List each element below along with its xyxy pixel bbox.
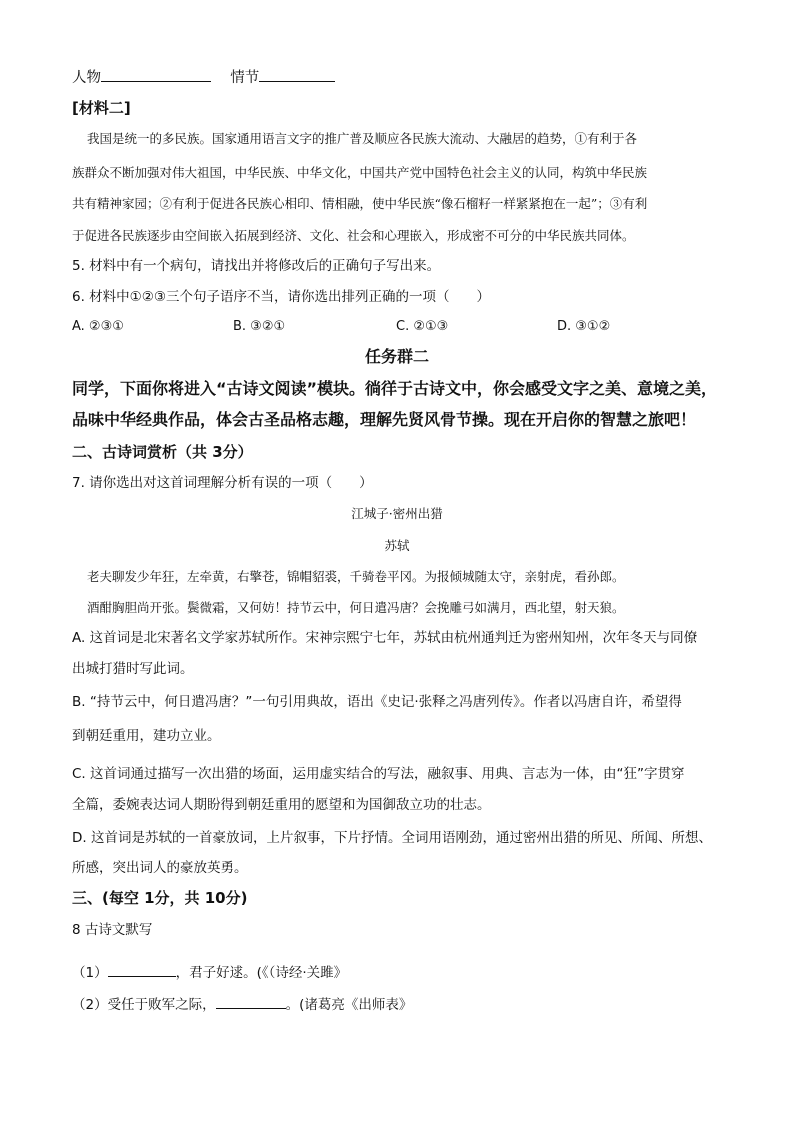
q7-option-b-line-1: B. “持节云中，何日遣冯唐？”一句引用典故，语出《史记·张释之冯唐列传》。作者以冯唐自许，希望得 bbox=[72, 694, 682, 710]
material2-line-4: 于促进各民族逐步由空间嵌入拓展到经济、文化、社会和心理嵌入，形成密不可分的中华民族共同体。 bbox=[72, 228, 635, 243]
header-fields bbox=[72, 66, 335, 88]
q6-option-c[interactable]: C. ②①③ bbox=[396, 319, 449, 334]
q8-item-1 bbox=[72, 961, 347, 983]
q8-item-2 bbox=[72, 993, 412, 1015]
poem-line-2: 酒酣胸胆尚开张。鬓微霜，又何妨！持节云中，何日遣冯唐？会挽雕弓如满月，西北望，射天狼。 bbox=[87, 600, 625, 615]
task-group-2-title: 任务群二 bbox=[364, 347, 429, 366]
person-blank[interactable] bbox=[101, 66, 211, 82]
question-7: 7. 请你选出对这首词理解分析有误的一项（ ） bbox=[72, 475, 373, 491]
q6-option-a[interactable]: A. ②③① bbox=[72, 319, 124, 334]
q8-item-2-tail: 。(诸葛亮《出师表》 bbox=[285, 997, 413, 1013]
material2-line-2: 族群众不断加强对伟大祖国，中华民族、中华文化，中国共产党中国特色社会主义的认同，构筑中华民族 bbox=[72, 165, 648, 180]
task-group-2-intro-line-2: 品味中华经典作品，体会古圣品格志趣，理解先贤风骨节操。现在开启你的智慧之旅吧！ bbox=[72, 410, 697, 429]
plot-label: 情节 bbox=[230, 70, 260, 86]
task-group-2-intro-line-1: 同学，下面你将进入“古诗文阅读”模块。徜徉于古诗文中，你会感受文字之美、意境之美， bbox=[72, 379, 718, 398]
q6-option-d[interactable]: D. ③①② bbox=[557, 319, 611, 334]
q7-option-a-line-2: 出城打猎时写此词。 bbox=[72, 661, 194, 677]
q8-item-2-text: （2）受任于败军之际， bbox=[72, 997, 216, 1013]
q7-option-a-line-1: A. 这首词是北宋著名文学家苏轼所作。宋神宗熙宁七年，苏轼由杭州通判迁为密州知州，次年冬天与同僚 bbox=[72, 630, 698, 646]
person-label: 人物 bbox=[72, 70, 101, 86]
q7-option-b-line-2: 到朝廷重用，建功立业。 bbox=[72, 728, 221, 744]
section-2-heading: 二、古诗词赏析（共 3分） bbox=[72, 443, 253, 461]
poem-title: 江城子·密州出猎 bbox=[351, 506, 443, 521]
question-5: 5. 材料中有一个病句，请找出并将修改后的正确句子写出来。 bbox=[72, 258, 441, 274]
section-3-heading: 三、(每空 1分，共 10分) bbox=[72, 889, 248, 907]
q7-option-c-line-2: 全篇，委婉表达词人期盼得到朝廷重用的愿望和为国御敌立功的壮志。 bbox=[72, 797, 491, 813]
material2-line-1: 我国是统一的多民族。国家通用语言文字的推广普及顺应各民族大流动、大融居的趋势，①有利于各 bbox=[87, 131, 638, 146]
plot-blank[interactable] bbox=[259, 66, 335, 82]
q8-item-1-text: ，君子好逑。(《（诗经·关雎》 bbox=[175, 965, 348, 981]
q8-item-1-number: （1） bbox=[72, 965, 108, 981]
material2-heading: [材料二] bbox=[72, 99, 131, 117]
poem-author: 苏轼 bbox=[384, 538, 410, 553]
material2-line-3: 共有精神家园；②有利于促进各民族心相印、情相融，使中华民族“像石榴籽一样紧紧抱在一起”；③有利 bbox=[72, 196, 648, 211]
poem-line-1: 老夫聊发少年狂，左牵黄，右擎苍，锦帽貂裘，千骑卷平冈。为报倾城随太守，亲射虎，看孙郎。 bbox=[87, 569, 625, 584]
q8-item-2-blank[interactable] bbox=[216, 993, 286, 1009]
question-6: 6. 材料中①②③三个句子语序不当，请你选出排列正确的一项（ ） bbox=[72, 289, 490, 305]
q7-option-d-line-1: D. 这首词是苏轼的一首豪放词，上片叙事，下片抒情。全词用语刚劲，通过密州出猎的所见、所闻、所想、 bbox=[72, 830, 712, 846]
q8-item-1-blank[interactable] bbox=[108, 961, 176, 977]
q7-option-c-line-1: C. 这首词通过描写一次出猎的场面，运用虚实结合的写法，融叙事、用典、言志为一体，由“狂”字贯穿 bbox=[72, 766, 685, 782]
q7-option-d-line-2: 所感，突出词人的豪放英勇。 bbox=[72, 860, 248, 876]
q6-option-b[interactable]: B. ③②① bbox=[233, 319, 286, 334]
question-8: 8 古诗文默写 bbox=[72, 922, 153, 938]
